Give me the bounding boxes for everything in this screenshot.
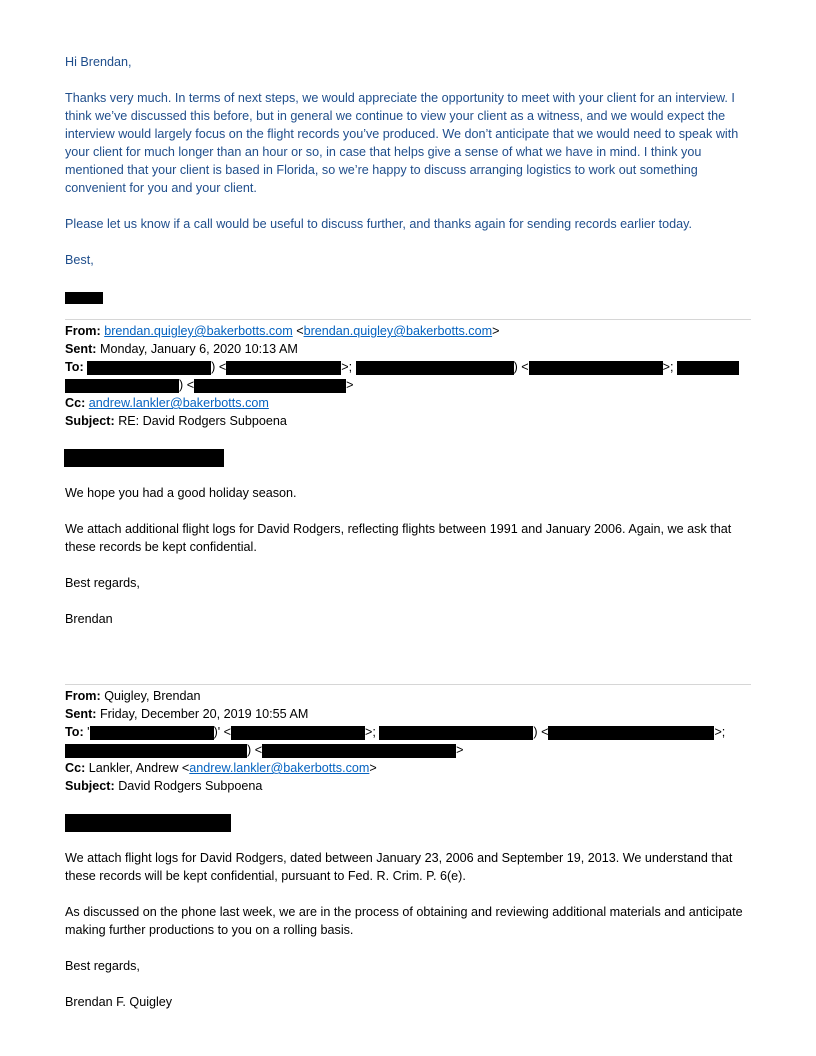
message-2-body bbox=[65, 813, 751, 1011]
message-separator bbox=[65, 319, 751, 320]
email-thread bbox=[65, 53, 751, 1029]
subject-label: Subject: bbox=[65, 779, 115, 793]
message-1-regards: Best regards, bbox=[65, 576, 140, 590]
redacted-recipient-email bbox=[529, 361, 663, 375]
reply-message bbox=[65, 53, 751, 305]
subject-line bbox=[65, 777, 751, 795]
message-2-paragraph-1: We attach flight logs for David Rodgers, dated between January 23, 2006 and September 19, 2013. We understand that these records will be kept confidential, pursuant to Fed. R. Crim. P. 6(e). bbox=[65, 851, 733, 883]
reply-paragraph-2: Please let us know if a call would be useful to discuss further, and thanks again for sending records earlier today. bbox=[65, 217, 693, 231]
message-2-paragraph-2: As discussed on the phone last week, we are in the process of obtaining and reviewing additional materials and anticipate making further productions to you on a rolling basis. bbox=[65, 905, 743, 937]
subject-line bbox=[65, 412, 751, 430]
message-2-signature: Brendan F. Quigley bbox=[65, 995, 173, 1009]
redacted-salutation bbox=[64, 449, 224, 467]
redacted-recipient-email bbox=[194, 379, 346, 393]
redacted-recipient bbox=[90, 726, 214, 740]
reply-greeting: Hi Brendan, bbox=[65, 55, 132, 69]
message-1-paragraph-1: We hope you had a good holiday season. bbox=[65, 486, 297, 500]
from-line bbox=[65, 687, 751, 705]
message-1-body bbox=[65, 448, 751, 628]
sent-line bbox=[65, 340, 751, 358]
from-email-link[interactable]: brendan.quigley@bakerbotts.com bbox=[104, 324, 293, 338]
sent-label: Sent: bbox=[65, 707, 97, 721]
redacted-recipient bbox=[379, 726, 533, 740]
cc-line bbox=[65, 394, 751, 412]
redacted-recipient bbox=[356, 361, 514, 375]
to-label: To: bbox=[65, 360, 84, 374]
redacted-signature bbox=[65, 292, 103, 304]
to-line: To: ) < >; ) < >; bbox=[65, 358, 751, 376]
redacted-salutation bbox=[65, 814, 231, 832]
from-label: From: bbox=[65, 689, 101, 703]
redacted-recipient-email bbox=[231, 726, 365, 740]
message-2-regards: Best regards, bbox=[65, 959, 140, 973]
redacted-recipient bbox=[65, 744, 247, 758]
message-separator bbox=[65, 684, 751, 685]
message-1-paragraph-2: We attach additional flight logs for David Rodgers, reflecting flights between 1991 and January 2006. Again, we ask that these records be kept confidential. bbox=[65, 522, 732, 554]
from-line: From: brendan.quigley@bakerbotts.com <brendan.quigley@bakerbotts.com> bbox=[65, 324, 500, 338]
redacted-recipient bbox=[87, 361, 211, 375]
message-2-header bbox=[65, 687, 751, 795]
redacted-recipient bbox=[677, 361, 739, 375]
to-line-continued: ) < > bbox=[65, 376, 751, 394]
to-label: To: bbox=[65, 725, 84, 739]
message-1-signature: Brendan bbox=[65, 612, 113, 626]
cc-email-link[interactable]: andrew.lankler@bakerbotts.com bbox=[189, 761, 370, 775]
cc-name: Lankler, Andrew bbox=[88, 761, 179, 775]
cc-label: Cc: bbox=[65, 396, 86, 410]
sent-line bbox=[65, 705, 751, 723]
cc-label: Cc: bbox=[65, 761, 86, 775]
sent-date: Friday, December 20, 2019 10:55 AM bbox=[99, 707, 309, 721]
from-email-link-2[interactable]: brendan.quigley@bakerbotts.com bbox=[303, 324, 493, 338]
redacted-recipient-email bbox=[262, 744, 456, 758]
reply-closing: Best, bbox=[65, 253, 94, 267]
subject-text: RE: David Rodgers Subpoena bbox=[118, 414, 287, 428]
from-name: Quigley, Brendan bbox=[104, 689, 201, 703]
redacted-recipient bbox=[65, 379, 179, 393]
sent-label: Sent: bbox=[65, 342, 97, 356]
subject-label: Subject: bbox=[65, 414, 115, 428]
message-1-header bbox=[65, 322, 751, 430]
cc-email-link[interactable]: andrew.lankler@bakerbotts.com bbox=[88, 396, 269, 410]
to-line: To: ' )' < >; ) < >; bbox=[65, 725, 726, 739]
redacted-recipient-email bbox=[226, 361, 341, 375]
redacted-recipient-email bbox=[548, 726, 714, 740]
sent-date: Monday, January 6, 2020 10:13 AM bbox=[99, 342, 298, 356]
reply-paragraph-1: Thanks very much. In terms of next steps, we would appreciate the opportunity to meet with your client for an interview. I think we’ve discussed this before, but in general we continue to view your client as a witness, and we would expect the interview would largely focus on the flight records you’ve produced. We don’t anticipate that we would need to speak with your client for much longer than an hour or so, in case that helps give a sense of what we have in mind. I think you mentioned that your client is based in Florida, so we’re happy to discuss arranging logistics to work out something convenient for you and your client. bbox=[65, 91, 739, 195]
subject-text: David Rodgers Subpoena bbox=[118, 779, 263, 793]
to-line-continued: ) < > bbox=[65, 741, 751, 759]
cc-line: Cc: Lankler, Andrew <andrew.lankler@bakerbotts.com> bbox=[65, 761, 377, 775]
from-label: From: bbox=[65, 324, 101, 338]
